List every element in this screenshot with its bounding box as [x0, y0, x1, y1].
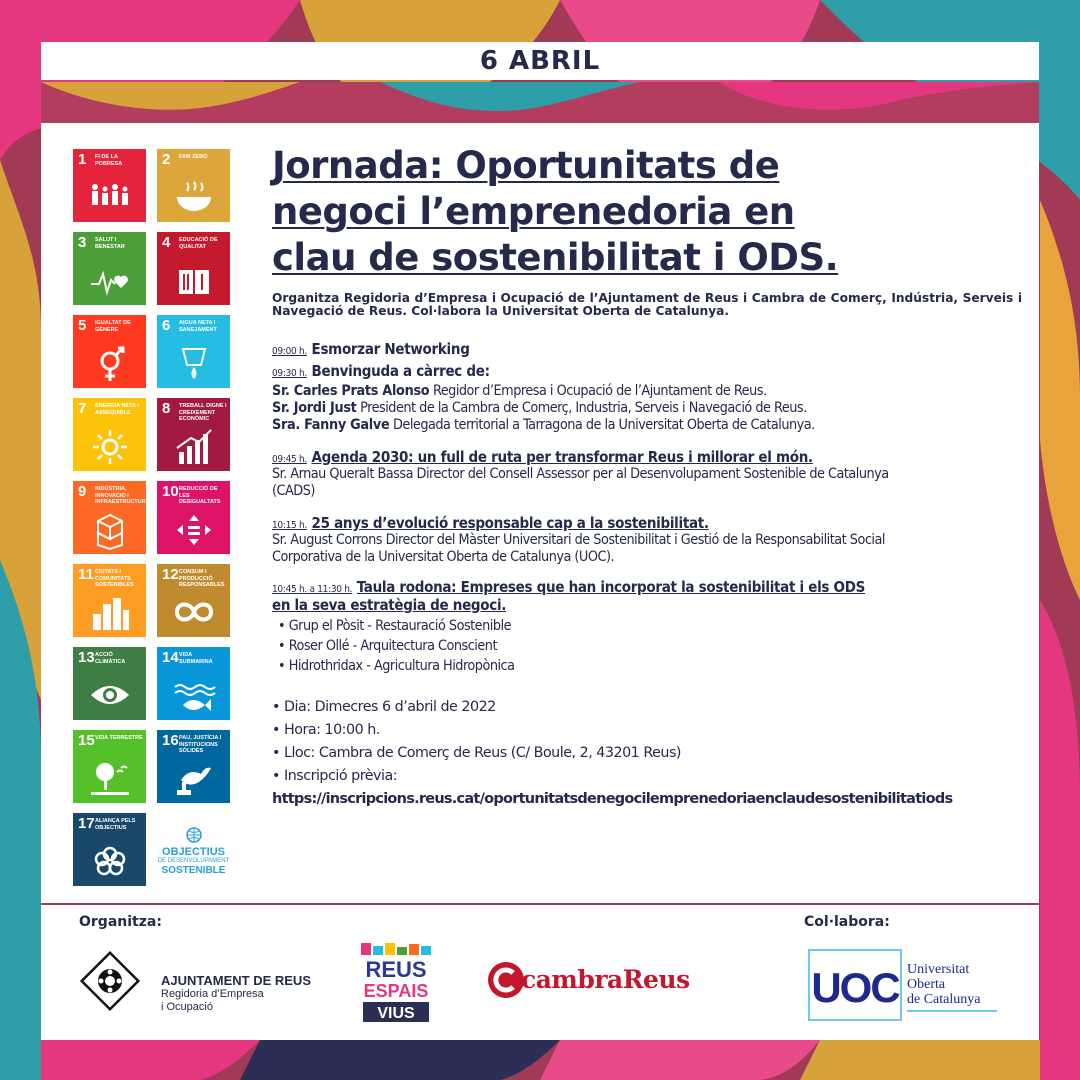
- info-time: • Hora: 10:00 h.: [272, 722, 380, 738]
- sdg-number: 15: [78, 732, 95, 749]
- organitza-label: Organitza:: [79, 914, 162, 930]
- sdg-goal-11-icon: [73, 564, 146, 637]
- sdg-goal-17-icon: [73, 813, 146, 886]
- sdg-logo-line: SOSTENIBLE: [161, 865, 226, 876]
- sdg-label: CONSUM I PRODUCCIÓ RESPONSABLES: [179, 569, 225, 588]
- sdg-label: CIUTATS I COMUNITATS SOSTENIBLES: [95, 569, 134, 588]
- svg-text:Universitat: Universitat: [907, 962, 970, 977]
- ajuntament-shield-icon: [79, 950, 141, 1012]
- sdg-goal-13-icon: [73, 647, 146, 720]
- event-content: [272, 143, 1022, 811]
- schedule-time: 10:45 h. a 11:30 h.: [272, 584, 353, 595]
- sdg-goal-2-icon: [157, 149, 230, 222]
- sdg-label: TREBALL DIGNE I CREIXEMENT ECONÒMIC: [179, 403, 227, 422]
- uoc-logo: [809, 950, 999, 1020]
- ajuntament-sub: Regidoria d’Empresa: [161, 988, 264, 1000]
- sdg-pictogram-icon: [173, 760, 215, 798]
- schedule-heading-cont: en la seva estratègia de negoci.: [272, 596, 507, 614]
- sdg-number: 6: [162, 317, 171, 334]
- sdg-pictogram-icon: [173, 428, 215, 466]
- sdg-number: 12: [162, 566, 179, 583]
- speaker-name: Sra. Fanny Galve: [272, 417, 390, 433]
- svg-text:UOC: UOC: [811, 964, 899, 1011]
- ajuntament-text: [161, 973, 311, 1014]
- sdg-number: 8: [162, 400, 171, 417]
- schedule-item-2: [272, 361, 1022, 434]
- collabora-label: Col·labora:: [804, 914, 890, 930]
- sdg-number: 9: [78, 483, 87, 500]
- speaker-name: Sr. Carles Prats Alonso: [272, 383, 430, 399]
- sdg-pictogram-icon: [173, 677, 215, 715]
- speaker-line: [272, 383, 1022, 400]
- svg-text:Oberta: Oberta: [907, 977, 946, 992]
- panel-bullet: • Grup el Pòsit - Restauració Sostenible: [278, 618, 511, 634]
- sdg-goal-8-icon: [157, 398, 230, 471]
- schedule-heading: Esmorzar Networking: [311, 340, 470, 358]
- sdg-goal-14-icon: [157, 647, 230, 720]
- sdg-brand-logo: [157, 827, 230, 900]
- sdg-number: 17: [78, 815, 95, 832]
- reus-espais-vius-logo: [357, 943, 435, 1029]
- sdg-label: FAM ZERO: [179, 154, 208, 160]
- title-line-3: clau de sostenibilitat i ODS.: [272, 236, 839, 279]
- svg-text:REUS: REUS: [365, 957, 427, 982]
- schedule-time: 09:30 h.: [272, 368, 307, 379]
- speaker-name: Sr. Jordi Just: [272, 400, 357, 416]
- svg-text:ESPAIS: ESPAIS: [363, 981, 429, 1001]
- sdg-number: 10: [162, 483, 179, 500]
- title-line-1: Jornada: Oportunitats de: [272, 144, 780, 187]
- cambra-mark-icon: [486, 960, 526, 1000]
- panel-bullet: • Roser Ollé - Arquitectura Conscient: [278, 638, 497, 654]
- sdg-label: AIGUA NETA I SANEJAMENT: [179, 320, 217, 333]
- info-day: • Dia: Dimecres 6 d’abril de 2022: [272, 699, 496, 715]
- svg-text:de Catalunya: de Catalunya: [907, 992, 981, 1007]
- schedule-item-1: [272, 339, 1022, 358]
- panel-bullets: [272, 616, 1022, 676]
- sdg-number: 3: [78, 234, 87, 251]
- footer-logos: [41, 905, 1039, 1040]
- sdg-number: 16: [162, 732, 179, 749]
- date-banner: 6 ABRIL: [41, 42, 1039, 80]
- registration-link[interactable]: https://inscripcions.reus.cat/oportunitatsdenegocilemprenedoriaenclaudesostenibilitatiods: [272, 791, 953, 807]
- schedule-time: 09:45 h.: [272, 454, 307, 465]
- sdg-pictogram-icon: [173, 511, 215, 549]
- sdg-number: 1: [78, 151, 87, 168]
- sdg-pictogram-icon: [89, 428, 131, 466]
- sdg-number: 4: [162, 234, 171, 251]
- sdg-goal-9-icon: [73, 481, 154, 554]
- schedule-time: 10:15 h.: [272, 520, 307, 531]
- sdg-label: FI DE LA POBRESA: [95, 154, 123, 167]
- sdg-label: INDÚSTRIA, INNOVACIÓ I INFRAESTRUCTURES: [95, 486, 154, 505]
- ajuntament-sub: i Ocupació: [161, 1001, 213, 1013]
- sdg-label: REDUCCIÓ DE LES DESIGUALTATS: [179, 486, 221, 505]
- sdg-goal-1-icon: [73, 149, 146, 222]
- sdg-number: 5: [78, 317, 87, 334]
- schedule-time: 09:00 h.: [272, 346, 307, 357]
- schedule-text: Corporativa de la Universitat Oberta de Catalunya (UOC).: [272, 549, 615, 565]
- sdg-pictogram-icon: [173, 345, 215, 383]
- sdg-pictogram-icon: [89, 262, 131, 300]
- sdg-goal-16-icon: [157, 730, 230, 803]
- sdg-goal-4-icon: [157, 232, 230, 305]
- schedule-text: Sr. Arnau Queralt Bassa Director del Consell Assessor per al Desenvolupament Sostenible de Catalunya: [272, 466, 889, 482]
- sdg-number: 2: [162, 151, 171, 168]
- schedule-heading: Taula rodona: Empreses que han incorporat la sostenibilitat i els ODS: [356, 578, 866, 596]
- sdg-number: 11: [78, 566, 94, 583]
- schedule-heading: Agenda 2030: un full de ruta per transformar Reus i millorar el món.: [311, 448, 813, 466]
- schedule-item-4: [272, 513, 1022, 566]
- sdg-pictogram-icon: [173, 262, 215, 300]
- sdg-pictogram-icon: [89, 677, 131, 715]
- sdg-logo-line: DE DESENVOLUPAMENT: [157, 858, 230, 864]
- sdg-pictogram-icon: [173, 594, 215, 632]
- organizers-text: Organitza Regidoria d’Empresa i Ocupació de l’Ajuntament de Reus i Cambra de Comerç, Indústria, Serveis i Navegació de Reus. Col·labora la Universitat Oberta de Catalunya.: [272, 291, 1022, 318]
- sdg-goal-6-icon: [157, 315, 230, 388]
- info-registration: • Inscripció prèvia:: [272, 768, 398, 784]
- sdg-label: VIDA TERRESTRE: [95, 735, 143, 741]
- sdg-goal-7-icon: [73, 398, 146, 471]
- sdg-goal-5-icon: [73, 315, 146, 388]
- sdg-label: EDUCACIÓ DE QUALITAT: [179, 237, 218, 250]
- sdg-label: IGUALTAT DE GÈNERE: [95, 320, 131, 333]
- sdg-logo-line: OBJECTIUS: [162, 846, 225, 858]
- sdg-pictogram-icon: [173, 179, 215, 217]
- sdg-goal-3-icon: [73, 232, 146, 305]
- schedule-heading: 25 anys d’evolució responsable cap a la sostenibilitat.: [311, 514, 709, 532]
- title-line-2: negoci l’emprenedoria en: [272, 190, 795, 233]
- schedule-item-5: [272, 579, 1022, 676]
- info-place: • Lloc: Cambra de Comerç de Reus (C/ Boule, 2, 43201 Reus): [272, 745, 681, 761]
- sdg-goal-12-icon: [157, 564, 230, 637]
- sdg-pictogram-icon: [89, 594, 131, 632]
- sdg-pictogram-icon: [89, 179, 131, 217]
- cambra-logo-text: cambraReus: [521, 965, 690, 994]
- globe-icon: [186, 827, 202, 843]
- svg-text:VIUS: VIUS: [377, 1005, 415, 1022]
- sdg-label: ACCIÓ CLIMÀTICA: [95, 652, 126, 665]
- schedule-heading: Benvinguda a càrrec de:: [311, 362, 490, 380]
- sdg-goal-15-icon: [73, 730, 146, 803]
- sdg-number: 13: [78, 649, 95, 666]
- sdg-pictogram-icon: [89, 843, 131, 881]
- sdg-pictogram-icon: [89, 760, 131, 798]
- sdg-label: ENERGIA NETA I ASSEQUIBLE: [95, 403, 139, 416]
- event-info: [272, 696, 1022, 811]
- sdg-pictogram-icon: [89, 511, 131, 549]
- main-panel: [41, 123, 1039, 903]
- sdg-label: PAU, JUSTÍCIA I INSTITUCIONS SÒLIDES: [179, 735, 222, 754]
- sdg-number: 14: [162, 649, 179, 666]
- speaker-role: Regidor d’Empresa i Ocupació de l’Ajuntament de Reus.: [432, 383, 767, 399]
- speaker-line: [272, 417, 1022, 434]
- sdg-label: VIDA SUBMARINA: [179, 652, 213, 665]
- speaker-role: President de la Cambra de Comerç, Industria, Serveis i Navegació de Reus.: [360, 400, 807, 416]
- sdg-pictogram-icon: [89, 345, 131, 383]
- speaker-line: [272, 400, 1022, 417]
- sdg-goal-10-icon: [157, 481, 230, 554]
- schedule-item-3: [272, 447, 1022, 500]
- speaker-role: Delegada territorial a Tarragona de la Universitat Oberta de Catalunya.: [393, 417, 815, 433]
- sdg-number: 7: [78, 400, 87, 417]
- sdg-label: ALIANÇA PELS OBJECTIUS: [95, 818, 136, 831]
- event-title: [272, 143, 1022, 281]
- panel-bullet: • Hidrothridax - Agricultura Hidropònica: [278, 658, 515, 674]
- schedule-text: Sr. August Corrons Director del Màster Universitari de Sostenibilitat i Gestió de la Responsabilitat Social: [272, 532, 885, 548]
- sdg-label: SALUT I BENESTAR: [95, 237, 125, 250]
- ajuntament-name: AJUNTAMENT DE REUS: [161, 973, 311, 988]
- schedule-text: (CADS): [272, 483, 315, 499]
